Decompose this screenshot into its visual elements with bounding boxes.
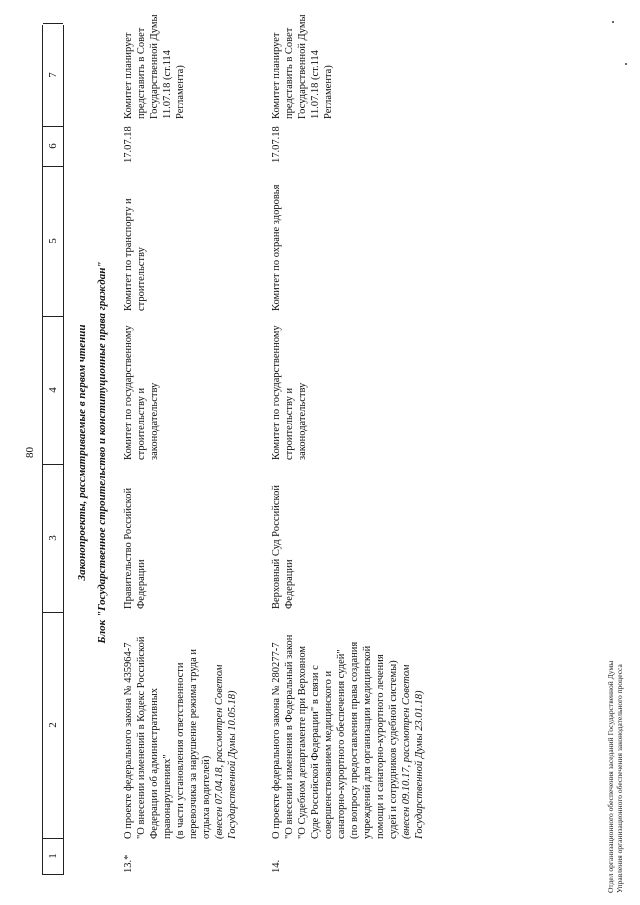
column-header-1: 1 [43, 838, 63, 875]
column-header-2: 2 [43, 612, 63, 839]
row-number: 14. [271, 859, 282, 873]
bill-title: О проекте федерального закона № 435964-7 "О внесении изменений в Кодекс Российской Федерации об административных правонарушениях" (в части установления ответственности перевозчика за нарушение режима труда и отдыха водителей) [123, 636, 212, 839]
remark: Комитет планирует представить в Совет Государственной Думы 11.07.18 (ст.114 Регламента) [271, 14, 334, 119]
co-executor-committee: Комитет по транспорту и строительству [123, 198, 147, 311]
scan-speck [625, 63, 627, 65]
responsible-committee: Комитет по государственному строительству и законодательству [271, 325, 308, 460]
remark: Комитет планирует представить в Совет Государственной Думы 11.07.18 (ст.114 Регламента) [123, 14, 186, 119]
footer [606, 473, 624, 893]
date: 17.07.18 [123, 126, 134, 163]
footer-line-1: Отдел организационного обеспечения заседаний Государственной Думы [606, 660, 615, 893]
row-number: 13.* [123, 854, 134, 873]
column-header-5: 5 [43, 166, 63, 317]
bill-note: (внесен 07.04.18, рассмотрен Советом Государственной Думы 10.05.18) [214, 664, 238, 839]
page-number: 80 [24, 447, 36, 458]
initiator: Правительство Российской Федерации [123, 487, 147, 609]
section-title: Законопроекты, рассматриваемые в первом чтении [76, 324, 88, 581]
bill-title: О проекте федерального закона № 280277-7 "О внесении изменения в Федеральный закон "О Судебном департаменте при Верховном Суде Российской Федерации" в связи с совершенствованием медицинского и санаторно-курортного обеспечения судей" (по вопросу предоставления права создания учреждений для организации медицинской помощи и санаторно-курортного лечения судей и сотрудников судебной системы) [271, 634, 399, 839]
scan-speck [612, 21, 614, 23]
bill-note: (внесен 09.10.17, рассмотрен Советом Государственной Думы 23.01.18) [401, 664, 425, 839]
footer-line-2: Управления организационного обеспечения законодательного процесса [615, 664, 624, 893]
column-header-4: 4 [43, 316, 63, 465]
row-title [270, 611, 426, 839]
block-title: Блок "Государственное строительство и конституционные права граждан" [96, 261, 108, 644]
column-header-3: 3 [43, 464, 63, 613]
column-header-7: 7 [43, 23, 63, 127]
column-header-row [42, 25, 64, 875]
column-header-6: 6 [43, 126, 63, 167]
responsible-committee: Комитет по государственному строительству и законодательству [123, 325, 160, 460]
date: 17.07.18 [271, 126, 282, 163]
co-executor-committee: Комитет по охране здоровья [271, 184, 282, 311]
initiator: Верховный Суд Российской Федерации [271, 485, 295, 609]
row-title [122, 611, 239, 839]
